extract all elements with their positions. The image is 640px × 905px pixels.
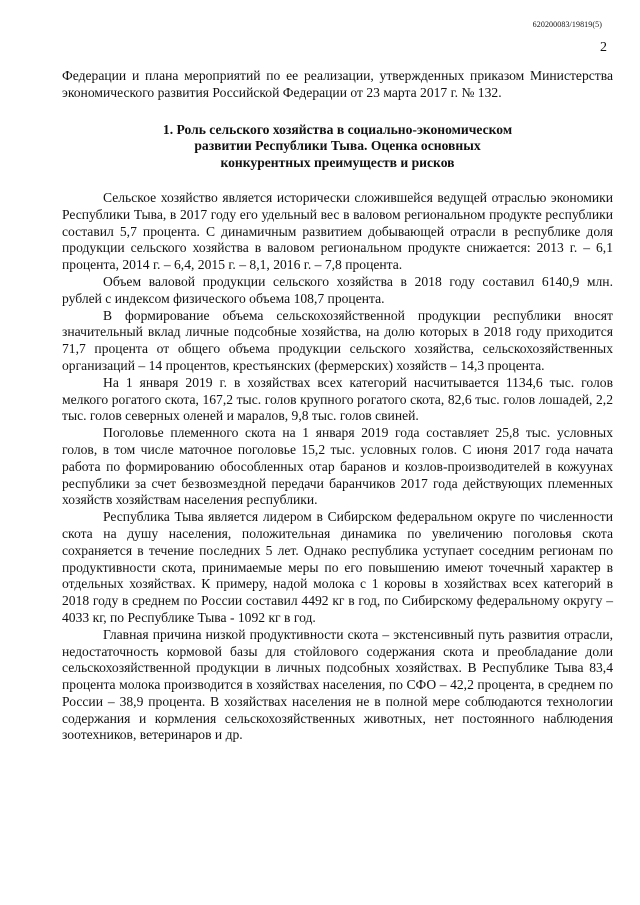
body-paragraph: Сельское хозяйство является исторически сложившейся ведущей отраслью экономики Республики Тыва, в 2017 году его удельный вес в валовом региональном продукте республики составил 5,7 процента. С динамичным развитием добывающей отрасли в республике доля продукции сельского хозяйства в валовом региональном продукте снижается: 2013 г. – 6,1 процента, 2014 г. – 6,4, 2015 г. – 8,1, 2016 г. – 7,8 процента. — [62, 189, 613, 273]
body-paragraph: Объем валовой продукции сельского хозяйства в 2018 году составил 6140,9 млн. рублей с индексом физического объема 108,7 процента. — [62, 273, 613, 306]
page-number: 2 — [600, 40, 607, 55]
body-paragraph: На 1 января 2019 г. в хозяйствах всех категорий насчитывается 1134,6 тыс. голов мелкого рогатого скота, 167,2 тыс. голов крупного рогатого скота, 82,6 тыс. голов лошадей, 2,2 тыс. голов северных оленей и маралов, 9,8 тыс. голов свиней. — [62, 374, 613, 424]
body-paragraph: Поголовье племенного скота на 1 января 2019 года составляет 25,8 тыс. условных голов, в том числе маточное поголовье 15,2 тыс. условных голов. С июня 2017 года начата работа по формированию обособленных отар баранов и козлов-производителей в кожуунах республики за счет безвозмездной передачи баранчиков 2017 года действующих племенных хозяйств хозяйствам населения республики. — [62, 425, 613, 508]
body-paragraph: Республика Тыва является лидером в Сибирском федеральном округе по численности скота на душу населения, положительная динамика по увеличению поголовья скота сохраняется в течение последних 5 лет. Однако республика уступает соседним регионам по продуктивности скота, принимаемые меры по его повышению имеют точечный характер в отдельных хозяйствах. К примеру, надой молока с 1 коровы в хозяйствах всех категорий в 2018 году в среднем по России составил 4492 кг в год, по Сибирскому федеральному округу – 4033 кг, по Республике Тыва - 1092 кг в год. — [62, 509, 613, 625]
document-body — [62, 68, 613, 744]
section-title-line: развитии Республики Тыва. Оценка основных — [194, 138, 481, 154]
section-title — [62, 122, 613, 172]
document-id: 620200083/19819(5) — [532, 20, 602, 29]
intro-paragraph: Федерации и плана мероприятий по ее реализации, утвержденных приказом Министерства экономического развития Российской Федерации от 23 марта 2017 г. № 132. — [62, 68, 613, 100]
body-paragraph: Главная причина низкой продуктивности скота – экстенсивный путь развития отрасли, недостаточность кормовой базы для стойлового содержания скота и преобладание доли сельскохозяйственной продукции в личных подсобных хозяйствах. В Республике Тыва 83,4 процента молока производится в хозяйствах населения, по СФО – 42,2 процента, в среднем по России – 38,9 процента. В хозяйствах населения не в полной мере соблюдаются технологии содержания и кормления сельскохозяйственных животных, нет постоянного наблюдения зоотехников, ветеринаров и др. — [62, 626, 613, 743]
section-title-line: 1. Роль сельского хозяйства в социально-экономическом — [162, 121, 513, 137]
section-title-line: конкурентных преимуществ и рисков — [220, 155, 455, 171]
body-paragraph: В формирование объема сельскохозяйственной продукции республики вносят значительный вклад личные подсобные хозяйства, на долю которых в 2018 году приходится 71,7 процента от общего объема продукции сельского хозяйства, сельскохозяйственных организаций – 14 процентов, крестьянских (фермерских) хозяйств – 14,3 процента. — [62, 307, 613, 373]
